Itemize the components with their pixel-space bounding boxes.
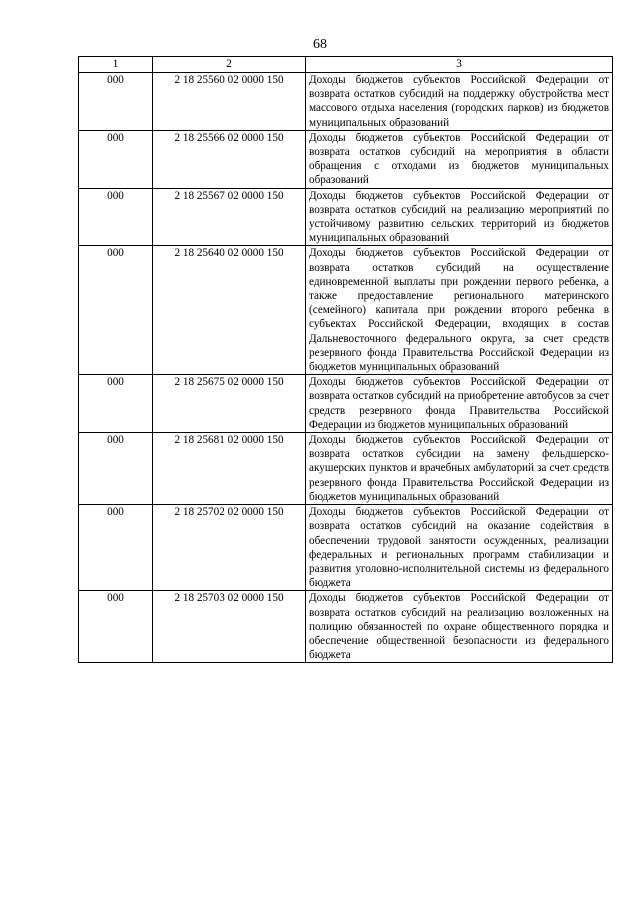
table-row — [79, 130, 613, 188]
header-col-3: 3 — [306, 57, 613, 73]
revenue-code-cell: 2 18 25566 02 0000 150 — [153, 130, 306, 188]
description-cell: Доходы бюджетов субъектов Российской Федерации от возврата остатков субсидий на поддержку обустройства мест массового отдыха населения (городских парков) из бюджетов муниципальных образований — [306, 73, 613, 131]
admin-code-cell: 000 — [79, 246, 153, 375]
admin-code-cell: 000 — [79, 73, 153, 131]
revenue-code-cell: 2 18 25675 02 0000 150 — [153, 375, 306, 433]
description-cell: Доходы бюджетов субъектов Российской Федерации от возврата остатков субсидии на замену фельдшерско-акушерских пунктов и врачебных амбулаторий за счет средств резервного фонда Правительства Российской Федерации из бюджетов муниципальных образований — [306, 433, 613, 505]
header-col-1: 1 — [79, 57, 153, 73]
admin-code-cell: 000 — [79, 433, 153, 505]
budget-income-table — [78, 56, 613, 663]
table-row — [79, 73, 613, 131]
description-cell: Доходы бюджетов субъектов Российской Федерации от возврата остатков субсидий на приобретение автобусов за счет средств резервного фонда Правительства Российской Федерации из бюджетов муниципальных образований — [306, 375, 613, 433]
description-cell: Доходы бюджетов субъектов Российской Федерации от возврата остатков субсидий на оказание содействия в обеспечении трудовой занятости осужденных, реализации федеральных и региональных программ стабилизации и развития уголовно-исполнительной системы из федерального бюджета — [306, 505, 613, 591]
admin-code-cell: 000 — [79, 130, 153, 188]
revenue-code-cell: 2 18 25681 02 0000 150 — [153, 433, 306, 505]
revenue-code-cell: 2 18 25640 02 0000 150 — [153, 246, 306, 375]
header-col-2: 2 — [153, 57, 306, 73]
description-cell: Доходы бюджетов субъектов Российской Федерации от возврата остатков субсидий на мероприятия в области обращения с отходами из бюджетов муниципальных образований — [306, 130, 613, 188]
admin-code-cell: 000 — [79, 591, 153, 663]
page-number: 68 — [313, 37, 327, 52]
description-cell: Доходы бюджетов субъектов Российской Федерации от возврата остатков субсидий на реализацию возложенных на полицию обязанностей по охране общественного порядка и обеспечение общественной безопасности из федерального бюджета — [306, 591, 613, 663]
revenue-code-cell: 2 18 25703 02 0000 150 — [153, 591, 306, 663]
table-header-row — [79, 57, 613, 73]
admin-code-cell: 000 — [79, 375, 153, 433]
table-row — [79, 188, 613, 246]
description-cell: Доходы бюджетов субъектов Российской Федерации от возврата остатков субсидий на реализацию мероприятий по устойчивому развитию сельских территорий из бюджетов муниципальных образований — [306, 188, 613, 246]
table-row — [79, 433, 613, 505]
admin-code-cell: 000 — [79, 505, 153, 591]
table-row — [79, 591, 613, 663]
table-row — [79, 375, 613, 433]
revenue-code-cell: 2 18 25567 02 0000 150 — [153, 188, 306, 246]
revenue-code-cell: 2 18 25702 02 0000 150 — [153, 505, 306, 591]
revenue-code-cell: 2 18 25560 02 0000 150 — [153, 73, 306, 131]
description-cell: Доходы бюджетов субъектов Российской Федерации от возврата остатков субсидий на осуществление единовременной выплаты при рождении первого ребенка, а также предоставление регионального материнского (семейного) капитала при рождении второго ребенка в субъектах Российской Федерации, входящих в состав Дальневосточного федерального округа, за счет средств резервного фонда Правительства Российской Федерации из бюджетов муниципальных образований — [306, 246, 613, 375]
table-row — [79, 505, 613, 591]
admin-code-cell: 000 — [79, 188, 153, 246]
table-row — [79, 246, 613, 375]
